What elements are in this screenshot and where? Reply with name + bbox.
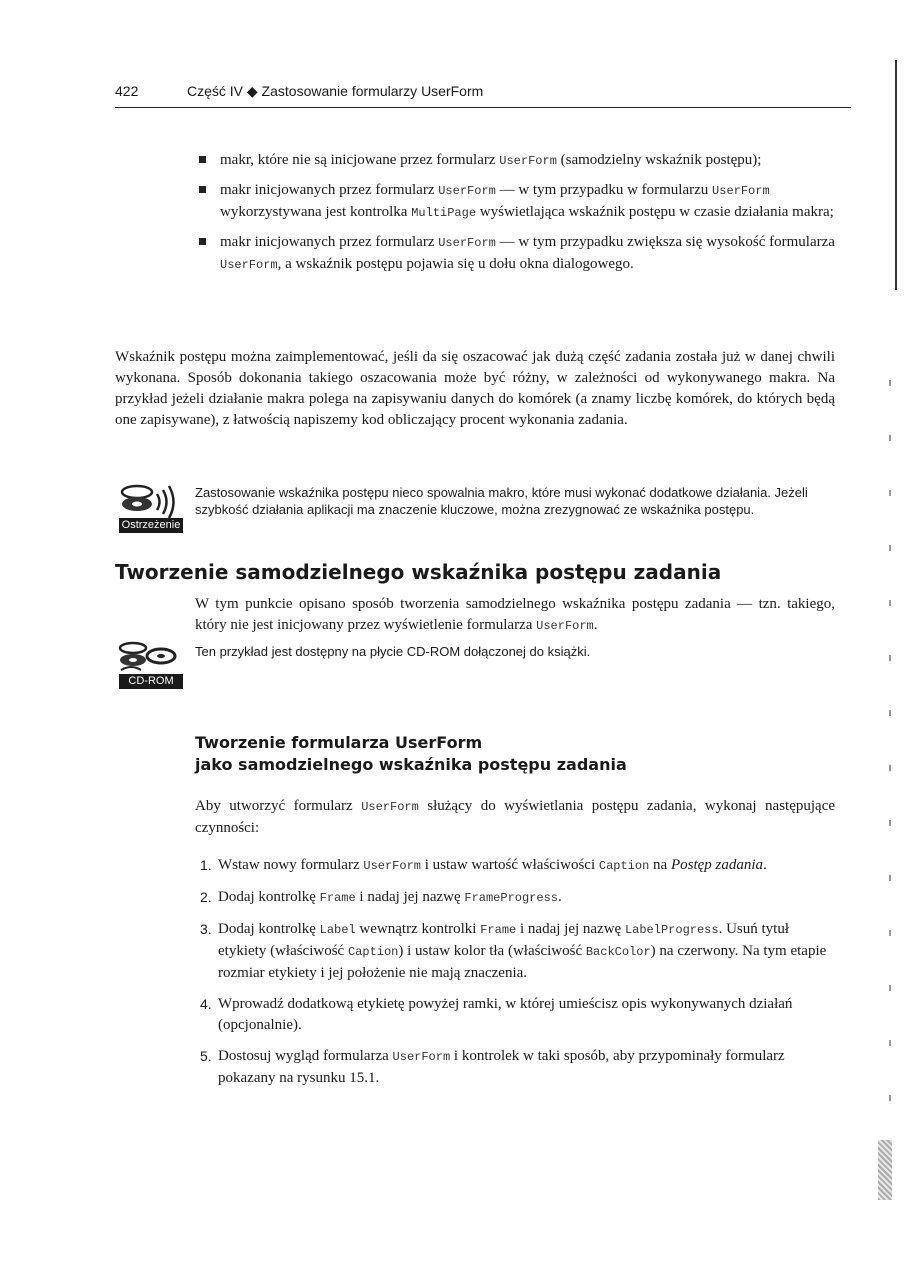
- cdrom-label: CD-ROM: [119, 674, 183, 689]
- bullet-square-icon: [199, 186, 206, 193]
- code-term: UserForm: [363, 859, 421, 873]
- code-term: FrameProgress: [464, 891, 558, 905]
- step-item: [200, 855, 830, 877]
- text-run: makr, które nie są inicjowane przez formularz: [220, 152, 500, 168]
- code-term: UserForm: [536, 619, 594, 633]
- text-run: Dodaj kontrolkę: [218, 921, 320, 937]
- subsection-heading-line-2: jako samodzielnego wskaźnika postępu zadania: [195, 755, 627, 774]
- bullet-item: [195, 232, 835, 276]
- code-term: UserForm: [361, 800, 419, 814]
- text-run: makr inicjowanych przez formularz: [220, 182, 439, 198]
- code-term: UserForm: [392, 1050, 451, 1064]
- code-term: Frame: [480, 923, 517, 937]
- paragraph-progress-intro: Wskaźnik postępu można zaimplementować, jeśli da się oszacować jak dużą część zadania została już w danej chwili wykonana. Sposób dokonania takiego oszacowania może być różny, w zależności od wykonywanego makra. Na przykład jeżeli działanie makra polega na zapisywaniu danych do komórek (a znamy liczbę komórek, do których będą one zapisywane), z łatwością napiszemy kod obliczający procent wykonania zadania.: [115, 349, 835, 428]
- paragraph-steps-intro: [195, 796, 835, 839]
- warning-label: Ostrzeżenie: [119, 518, 183, 533]
- page-number: 422: [115, 83, 139, 99]
- subsection-heading: [195, 732, 627, 776]
- bullet-square-icon: [199, 238, 206, 245]
- step-number: 2.: [200, 889, 212, 905]
- scan-edge-line: [895, 60, 897, 290]
- bullet-item: [195, 180, 835, 224]
- text-run: .: [593, 617, 598, 633]
- text-run: Wprowadź dodatkową etykietę powyżej ramki, w której umieścisz opis wykonywanych działań (opcjonalnie).: [218, 996, 793, 1033]
- paragraph-section-intro: [195, 594, 835, 637]
- scan-binding-artifact: [878, 1140, 892, 1200]
- text-run: ) i ustaw kolor tła (właściwość: [398, 943, 586, 959]
- code-term: Caption: [598, 859, 650, 873]
- text-run: służący do wyświetlania postępu zadania, wykonaj następujące czynności:: [195, 798, 836, 836]
- code-term: BackColor: [585, 945, 651, 959]
- bullet-list: [195, 150, 835, 284]
- text-run: Aby utworzyć formularz: [195, 798, 362, 814]
- scan-edge-marks: [889, 380, 891, 1150]
- text-run: Wstaw nowy formularz: [218, 857, 364, 873]
- step-number: 3.: [200, 921, 212, 937]
- running-title: Część IV ◆ Zastosowanie formularzy UserForm: [187, 83, 484, 99]
- text-run: .: [558, 889, 562, 905]
- text-run: wykorzystywana jest kontrolka: [220, 204, 412, 220]
- running-header: [115, 83, 851, 108]
- text-run: Dostosuj wygląd formularza: [218, 1048, 393, 1064]
- cdrom-icon: [115, 636, 185, 706]
- text-run: W tym punkcie opisano sposób tworzenia samodzielnego wskaźnika postępu zadania — tzn. takiego, który nie jest inicjowany przez wyświetlenie formularza: [195, 596, 835, 633]
- emphasis-text: Postęp zadania: [670, 857, 764, 873]
- cdrom-note-text: Ten przykład jest dostępny na płycie CD-ROM dołączonej do książki.: [195, 644, 591, 659]
- step-item: [200, 887, 830, 909]
- text-run: na: [649, 857, 671, 873]
- numbered-steps: [200, 855, 830, 1099]
- bullet-item: [195, 150, 835, 172]
- step-item: [200, 919, 830, 984]
- text-run: wyświetlająca wskaźnik postępu w czasie działania makra;: [476, 204, 834, 220]
- step-item: [200, 994, 830, 1036]
- text-run: .: [763, 857, 767, 873]
- code-term: LabelProgress: [624, 923, 719, 937]
- text-run: — w tym przypadku zwiększa się wysokość formularza: [495, 234, 835, 250]
- text-run: Dodaj kontrolkę: [218, 889, 320, 905]
- code-term: Caption: [347, 945, 399, 959]
- text-run: i kontrolek w taki sposób, aby przypominały formularz pokazany na rysunku 15.1.: [218, 1048, 785, 1086]
- text-run: — w tym przypadku w formularzu: [495, 182, 713, 198]
- code-term: Frame: [319, 891, 356, 905]
- warning-icon: [115, 478, 185, 548]
- code-term: UserForm: [438, 184, 496, 198]
- text-run: ) na czerwony. Na tym etapie rozmiar etykiety i jej położenie nie mają znaczenia.: [218, 943, 827, 981]
- text-run: (samodzielny wskaźnik postępu);: [556, 152, 762, 168]
- text-run: wewnątrz kontrolki: [355, 921, 481, 937]
- step-number: 5.: [200, 1048, 212, 1064]
- subsection-heading-line-1: Tworzenie formularza UserForm: [195, 733, 483, 752]
- code-term: UserForm: [220, 258, 278, 272]
- text-run: i ustaw wartość właściwości: [420, 857, 599, 873]
- section-heading: Tworzenie samodzielnego wskaźnika postępu zadania: [115, 560, 722, 584]
- code-term: MultiPage: [411, 206, 477, 220]
- code-term: UserForm: [499, 154, 557, 168]
- text-run: i nadaj jej nazwę: [516, 921, 625, 937]
- step-number: 1.: [200, 857, 212, 873]
- text-run: . Usuń tytuł etykiety (właściwość: [218, 921, 790, 959]
- code-term: UserForm: [712, 184, 770, 198]
- code-term: Label: [319, 923, 356, 937]
- text-run: makr inicjowanych przez formularz: [220, 234, 439, 250]
- step-item: [200, 1046, 830, 1089]
- code-term: UserForm: [438, 236, 496, 250]
- bullet-square-icon: [199, 156, 206, 163]
- step-number: 4.: [200, 996, 212, 1012]
- text-run: , a wskaźnik postępu pojawia się u dołu okna dialogowego.: [277, 256, 634, 272]
- text-run: i nadaj jej nazwę: [355, 889, 465, 905]
- warning-note-text: Zastosowanie wskaźnika postępu nieco spowalnia makro, które musi wykonać dodatkowe działania. Jeżeli szybkość działania aplikacji ma znaczenie kluczowe, można zrezygnować ze wskaźnika postępu.: [195, 485, 808, 517]
